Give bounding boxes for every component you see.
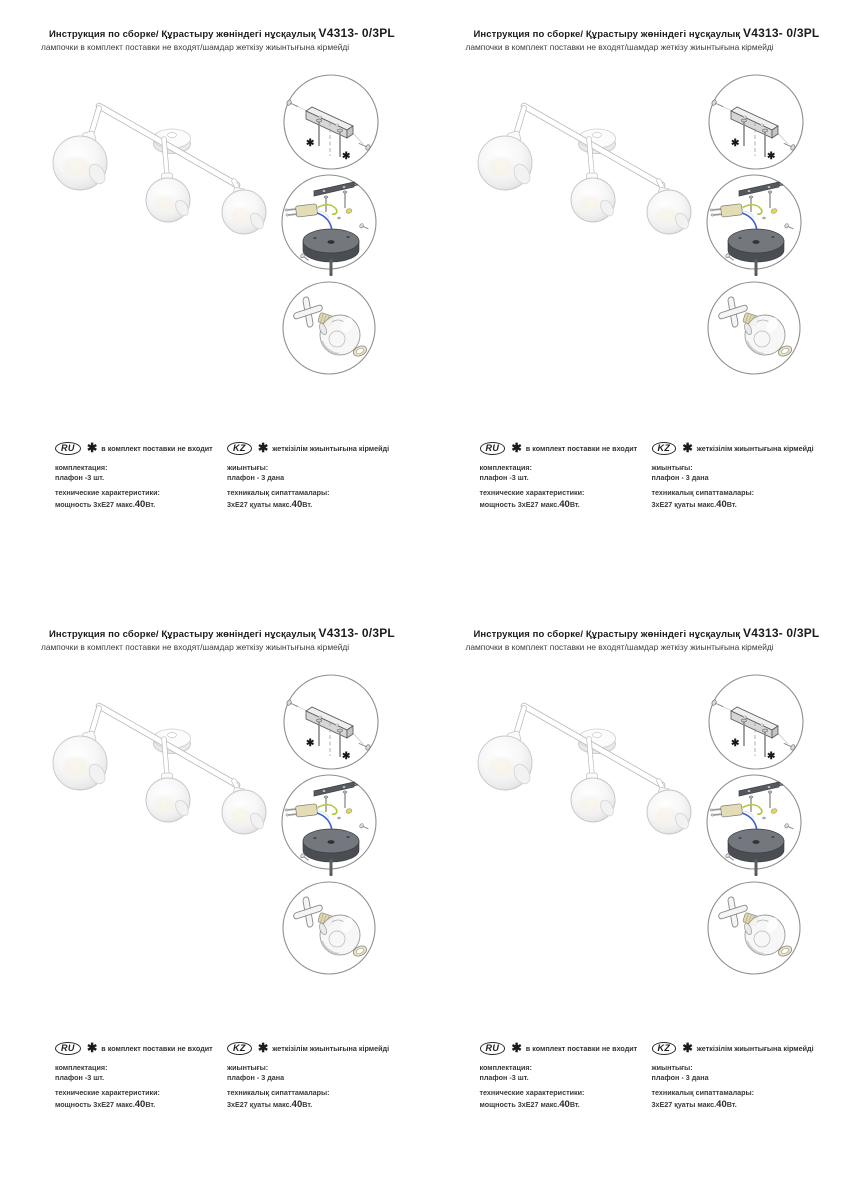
ru-spec-block — [480, 1088, 652, 1111]
step-mounting-bracket-circle — [284, 75, 378, 169]
asterisk-mark: ✱ — [766, 751, 775, 762]
kz-max-wattage: 40 — [716, 498, 727, 510]
ru-kit-value: плафон -3 шт. — [55, 472, 105, 482]
asterisk-mark: ✱ — [730, 738, 739, 749]
asterisk-mark: ✱ — [511, 1041, 522, 1056]
kz-kit-block — [227, 463, 411, 483]
kz-language-badge: KZ — [227, 1042, 252, 1055]
ru-note-text: в комплект поставки не входит — [525, 444, 638, 453]
asterisk-mark: ✱ — [511, 441, 522, 456]
kz-spec-block — [227, 488, 411, 511]
kz-kit-value: плафон - 3 дана — [227, 1072, 285, 1082]
ru-note-column — [55, 441, 227, 511]
step-shade-assembly-circle — [283, 882, 375, 974]
kz-spec-label: техникалық сипаттамалары: — [651, 1087, 755, 1097]
ceiling-lamp-illustration — [30, 95, 280, 245]
ru-language-badge: RU — [480, 1042, 506, 1055]
panel-title — [474, 26, 820, 40]
kz-max-wattage: 40 — [291, 1098, 303, 1110]
asterisk-mark: ✱ — [306, 138, 315, 149]
assembly-steps-illustration — [695, 660, 835, 1000]
kz-note-text: жеткізілім жиынтығына кірмейді — [272, 1044, 390, 1053]
ru-spec-value: мощность 3хЕ27 макс.40Вт. — [479, 498, 580, 510]
asterisk-mark: ✱ — [86, 441, 98, 456]
step-canopy-wiring-circle — [707, 775, 801, 876]
asterisk-mark: ✱ — [86, 1041, 98, 1056]
step-canopy-wiring-circle — [707, 175, 801, 276]
ru-language-badge: RU — [480, 442, 506, 455]
kz-kit-block — [652, 463, 836, 483]
ceiling-lamp-illustration — [455, 695, 705, 845]
kz-kit-value: плафон - 3 дана — [227, 472, 285, 482]
kz-kit-label: жиынтығы: — [651, 463, 693, 472]
model-number: V4313- 0/3PL — [318, 626, 395, 640]
notes-footer — [480, 441, 836, 511]
kz-note-text: жеткізілім жиынтығына кірмейді — [696, 444, 814, 453]
panel-subtitle: лампочки в комплект поставки не входят/шамдар жеткізу жиынтығына кірмейді — [465, 642, 774, 652]
title-text: Инструкция по сборке/ Құрастыру жөніндегі нұсқаулық — [473, 629, 741, 640]
kz-note-text: жеткізілім жиынтығына кірмейді — [696, 1044, 814, 1053]
ru-spec-value: мощность 3хЕ27 макс.40Вт. — [479, 1098, 580, 1110]
ru-kit-block — [55, 463, 227, 483]
asterisk-mark: ✱ — [306, 738, 315, 749]
kz-spec-label: техникалық сипаттамалары: — [227, 487, 330, 497]
kz-spec-value: 3хЕ27 қуаты макс.40Вт. — [227, 498, 313, 510]
kz-note-column — [652, 441, 836, 511]
ru-note-text: в комплект поставки не входит — [525, 1044, 638, 1053]
kz-kit-label: жиынтығы: — [227, 1063, 269, 1072]
ru-kit-block — [480, 463, 652, 483]
ru-max-wattage: 40 — [134, 498, 146, 510]
ru-kit-block — [55, 1063, 227, 1083]
assembly-steps-illustration — [270, 60, 410, 400]
assembly-steps-illustration — [270, 660, 410, 1000]
kz-spec-value: 3хЕ27 қуаты макс.40Вт. — [651, 498, 737, 510]
kz-note-column — [227, 441, 411, 511]
kz-note-column — [652, 1041, 836, 1111]
model-number: V4313- 0/3PL — [318, 26, 395, 40]
ru-max-wattage: 40 — [559, 498, 570, 510]
title-text: Инструкция по сборке/ Құрастыру жөніндегі нұсқаулық — [49, 629, 316, 640]
canopy-base — [303, 229, 359, 276]
ru-spec-label: технические характеристики: — [479, 487, 585, 497]
asterisk-mark: ✱ — [342, 751, 351, 762]
kz-spec-block — [652, 488, 836, 511]
ceiling-lamp-illustration — [30, 695, 280, 845]
asterisk-mark: ✱ — [766, 151, 775, 162]
step-mounting-bracket-circle — [284, 675, 378, 769]
panel-title — [474, 626, 820, 640]
kz-spec-label: техникалық сипаттамалары: — [651, 487, 755, 497]
step-shade-assembly-circle — [708, 282, 800, 374]
kz-max-wattage: 40 — [716, 1098, 727, 1110]
title-text: Инструкция по сборке/ Құрастыру жөніндегі нұсқаулық — [49, 29, 316, 40]
panel-subtitle: лампочки в комплект поставки не входят/шамдар жеткізу жиынтығына кірмейді — [41, 642, 350, 652]
ru-spec-label: технические характеристики: — [55, 487, 160, 497]
ru-spec-value: мощность 3хЕ27 макс.40Вт. — [55, 1098, 156, 1110]
step-mounting-bracket-circle — [709, 75, 803, 169]
panel-title — [49, 626, 395, 640]
notes-footer — [480, 1041, 836, 1111]
panel-subtitle: лампочки в комплект поставки не входят/шамдар жеткізу жиынтығына кірмейді — [465, 42, 774, 52]
ru-note-column — [55, 1041, 227, 1111]
ru-spec-label: технические характеристики: — [55, 1087, 160, 1097]
kz-kit-label: жиынтығы: — [227, 463, 269, 472]
ru-kit-label: комплектация: — [55, 1063, 108, 1072]
kz-language-badge: KZ — [227, 442, 252, 455]
asterisk-mark: ✱ — [257, 441, 269, 456]
ru-max-wattage: 40 — [559, 1098, 570, 1110]
kz-kit-block — [227, 1063, 411, 1083]
step-mounting-bracket-circle — [709, 675, 803, 769]
ru-note-column — [480, 1041, 652, 1111]
asterisk-mark: ✱ — [682, 1041, 693, 1056]
ru-spec-block — [55, 488, 227, 511]
step-shade-assembly-circle — [708, 882, 800, 974]
kz-spec-block — [227, 1088, 411, 1111]
step-shade-assembly-circle — [283, 282, 375, 374]
kz-spec-block — [652, 1088, 836, 1111]
ru-spec-block — [55, 1088, 227, 1111]
asterisk-mark: ✱ — [342, 151, 351, 162]
kz-spec-value: 3хЕ27 қуаты макс.40Вт. — [651, 1098, 737, 1110]
instruction-panel — [425, 600, 849, 1200]
model-number: V4313- 0/3PL — [743, 626, 820, 640]
asterisk-mark: ✱ — [682, 441, 693, 456]
ru-note-column — [480, 441, 652, 511]
ru-kit-label: комплектация: — [479, 463, 532, 472]
kz-kit-block — [652, 1063, 836, 1083]
kz-kit-value: плафон - 3 дана — [651, 1072, 709, 1082]
canopy-base — [728, 829, 784, 876]
ru-kit-label: комплектация: — [55, 463, 108, 472]
ceiling-lamp-illustration — [455, 95, 705, 245]
instruction-panel — [425, 0, 849, 600]
model-number: V4313- 0/3PL — [743, 26, 820, 40]
ru-kit-value: плафон -3 шт. — [479, 472, 529, 482]
step-canopy-wiring-circle — [282, 775, 376, 876]
ru-language-badge: RU — [55, 1042, 81, 1055]
kz-language-badge: KZ — [652, 442, 677, 455]
kz-max-wattage: 40 — [291, 498, 303, 510]
kz-language-badge: KZ — [652, 1042, 677, 1055]
ru-kit-value: плафон -3 шт. — [55, 1072, 105, 1082]
instruction-panel — [0, 0, 425, 600]
panel-subtitle: лампочки в комплект поставки не входят/шамдар жеткізу жиынтығына кірмейді — [41, 42, 350, 52]
ru-note-text: в комплект поставки не входит — [101, 1044, 213, 1053]
ru-kit-label: комплектация: — [479, 1063, 532, 1072]
ru-language-badge: RU — [55, 442, 81, 455]
instruction-panel — [0, 600, 425, 1200]
asterisk-mark: ✱ — [730, 138, 739, 149]
step-canopy-wiring-circle — [282, 175, 376, 276]
ru-kit-block — [480, 1063, 652, 1083]
kz-note-column — [227, 1041, 411, 1111]
kz-spec-value: 3хЕ27 қуаты макс.40Вт. — [227, 1098, 313, 1110]
ru-spec-label: технические характеристики: — [479, 1087, 585, 1097]
ru-spec-block — [480, 488, 652, 511]
notes-footer — [55, 1041, 411, 1111]
kz-kit-value: плафон - 3 дана — [651, 472, 709, 482]
canopy-base — [303, 829, 359, 876]
title-text: Инструкция по сборке/ Құрастыру жөніндегі нұсқаулық — [473, 29, 741, 40]
ru-max-wattage: 40 — [134, 1098, 146, 1110]
ru-kit-value: плафон -3 шт. — [479, 1072, 529, 1082]
assembly-steps-illustration — [695, 60, 835, 400]
kz-note-text: жеткізілім жиынтығына кірмейді — [272, 444, 390, 453]
panel-title — [49, 26, 395, 40]
ru-note-text: в комплект поставки не входит — [101, 444, 213, 453]
notes-footer — [55, 441, 411, 511]
kz-kit-label: жиынтығы: — [651, 1063, 693, 1072]
ru-spec-value: мощность 3хЕ27 макс.40Вт. — [55, 498, 156, 510]
canopy-base — [728, 229, 784, 276]
kz-spec-label: техникалық сипаттамалары: — [227, 1087, 330, 1097]
asterisk-mark: ✱ — [257, 1041, 269, 1056]
